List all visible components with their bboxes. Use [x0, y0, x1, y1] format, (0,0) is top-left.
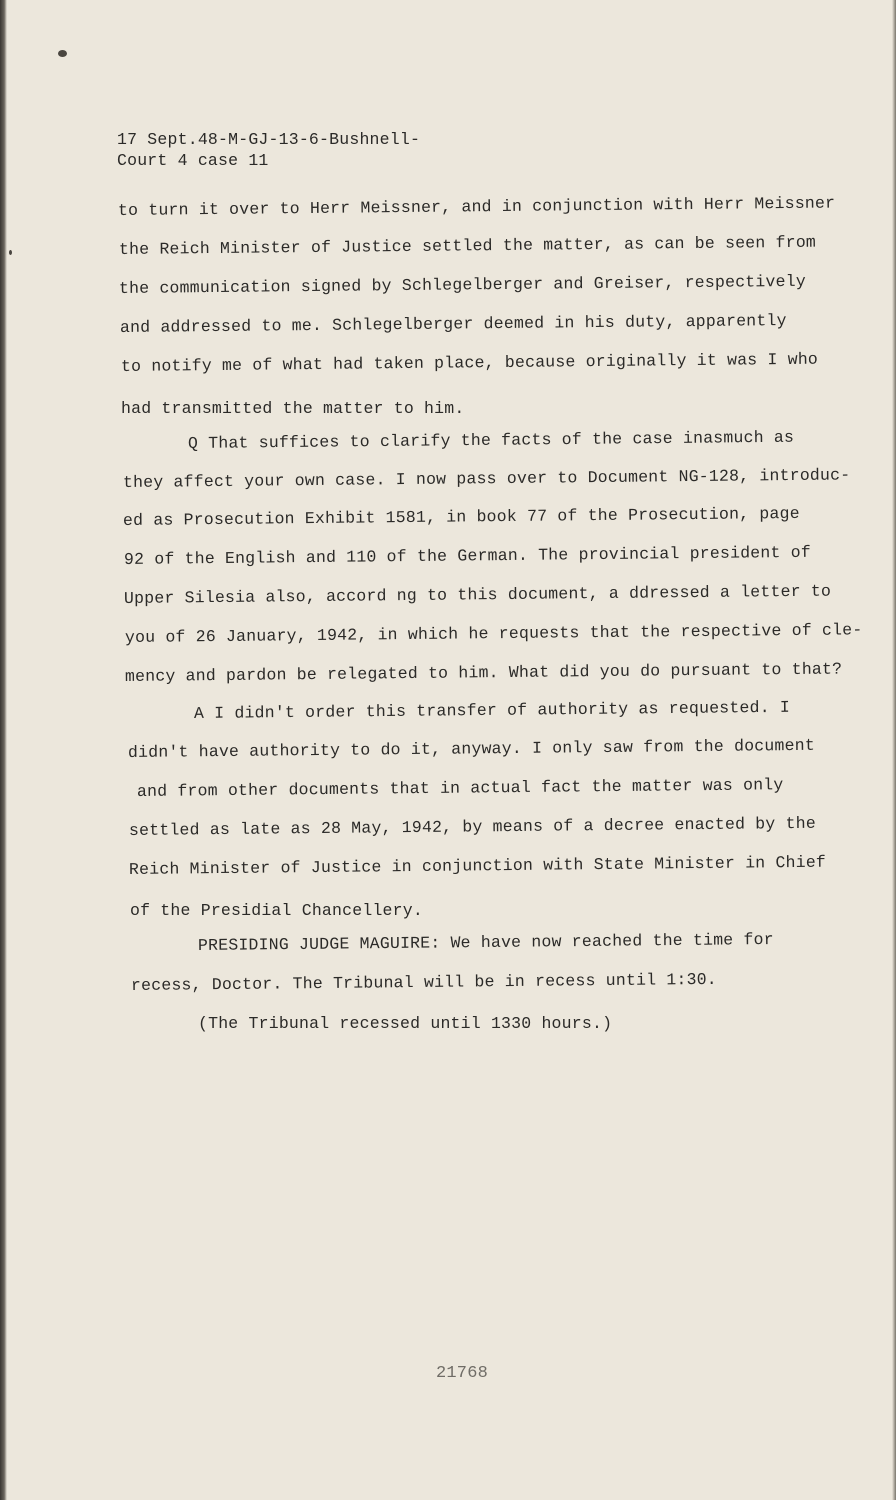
body-line: didn't have authority to do it, anyway. I only saw from the document [127, 735, 815, 762]
body-line: they affect your own case. I now pass over to Document NG-128, introduc- [122, 465, 851, 492]
page-number: 21768 [436, 1364, 489, 1383]
body-line: to turn it over to Herr Meissner, and in conjunction with Herr Meissner [117, 193, 836, 220]
body-line: you of 26 January, 1942, in which he requests that the respective of cle- [124, 620, 863, 647]
header-line-1: 17 Sept.48-M-GJ-13-6-Bushnell- [117, 130, 421, 149]
body-line: of the Presidial Chancellery. [130, 901, 423, 920]
body-line: to notify me of what had taken place, because originally it was I who [120, 349, 819, 376]
answer-marker-line: A I didn't order this transfer of authority as requested. I [193, 697, 791, 723]
page-left-edge [0, 0, 7, 1500]
body-line: and addressed to me. Schlegelberger deemed in his duty, apparently [119, 311, 787, 337]
body-line: ed as Prosecution Exhibit 1581, in book 77 of the Prosecution, page [122, 503, 800, 530]
body-line: Upper Silesia also, accord ng to this document, a ddressed a letter to [123, 581, 832, 608]
page-right-edge [892, 0, 896, 1500]
header-line-2: Court 4 case 11 [117, 151, 269, 170]
ink-speck [9, 250, 12, 255]
recess-note-line: (The Tribunal recessed until 1330 hours.) [198, 1014, 613, 1033]
body-line: had transmitted the matter to him. [121, 399, 465, 418]
body-line: mency and pardon be relegated to him. What did you do pursuant to that? [124, 659, 843, 686]
question-marker-line: Q That suffices to clarify the facts of the case inasmuch as [187, 427, 795, 453]
body-line: recess, Doctor. The Tribunal will be in recess until 1:30. [130, 969, 717, 995]
body-line: and from other documents that in actual fact the matter was only [136, 775, 784, 801]
body-line: Reich Minister of Justice in conjunction with State Minister in Chief [128, 852, 827, 879]
judge-statement-line: PRESIDING JUDGE MAGUIRE: We have now reached the time for [197, 929, 774, 955]
body-line: the communication signed by Schlegelberger and Greiser, respectively [118, 271, 806, 298]
body-line: 92 of the English and 110 of the German. The provincial president of [123, 542, 811, 569]
ink-speck [58, 50, 67, 57]
body-line: settled as late as 28 May, 1942, by means of a decree enacted by the [128, 813, 816, 840]
body-line: the Reich Minister of Justice settled the matter, as can be seen from [118, 232, 817, 259]
